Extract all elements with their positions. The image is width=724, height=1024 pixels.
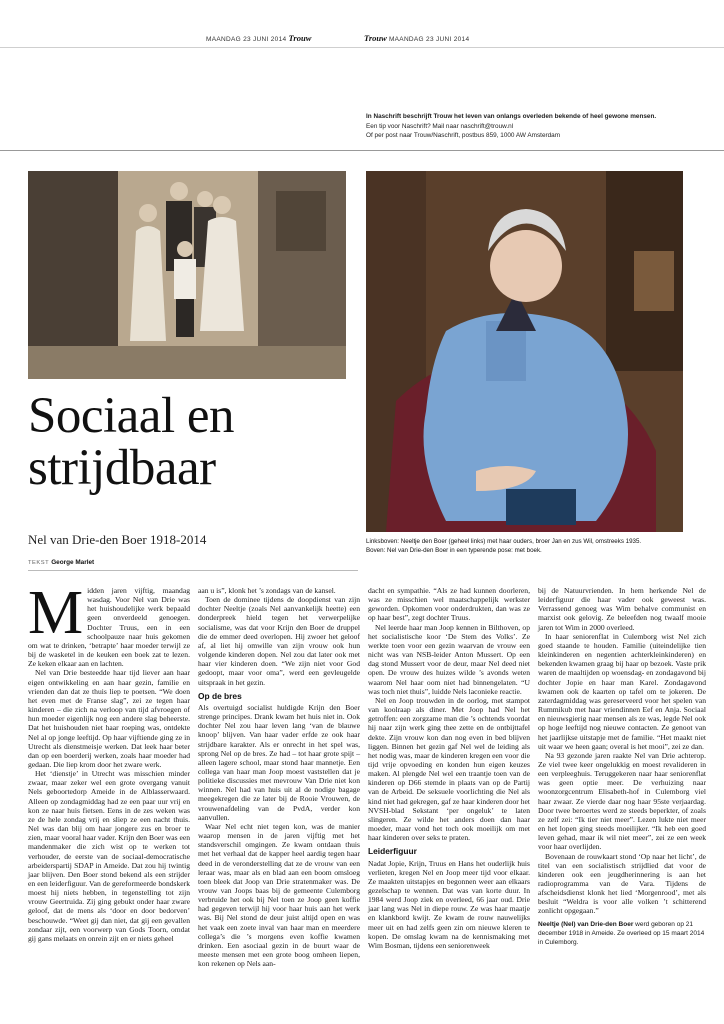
article-paragraph: Waar Nel echt niet tegen kon, was de manier waarop mensen in de jaren vijftig met het standsverschil omgingen. Ze kwam ontdaan thuis met het verhaal dat de kapper heel aardig tegen haar deed in de veronderstelling dat ze de vrouw van een leraar was, maar als en blad aan een boom omsloeg toen bleek dat Joop van Drie stratenmaker was. De vrouw van Joops baas bij de gemeente Culemborg verbruide het ook bij Nel toen ze Joop geen koffie had gegeven terwijl hij voor haar huis aan het werk was. Bij Nel stond de deur juist altijd open en was het vaak een zoete inval van haar man en meerdere collega’s die ’s morgens even koffie kwamen drinken. Een asociaal gezin in de buurt waar de meeste mensen met een grote boog omheen liepen, kon rekenen op Nels aan- <box>198 821 360 969</box>
headline-line-1: Sociaal en <box>28 388 234 444</box>
article-paragraph: Als overtuigd socialist huldigde Krijn den Boer strenge principes. Drank kwam het huis niet in. Ook dochter Nel zou haar leven lang ‘van de blauwe knoop’ blijven. Van haar vader erfde ze ook haar strijdbare karakter. Als er onrecht in het spel was, sprong Nel op de bres. Ze had – tot haar grote spijt – alleen lagere school, maar stond haar mannetje. Een collega van haar man Joop moest vaststellen dat je politieke discussies met mevrouw Van Drie niet kon winnen. Nel had van huis uit al de nodige bagage meegekregen die ze later bij de Rooie Vrouwen, de vrouwenafdeling van de PvdA, verder kon aanvullen. <box>198 702 360 822</box>
article-subhead: Nel van Drie-den Boer 1918-2014 <box>28 532 207 547</box>
header-divider <box>0 47 724 48</box>
headline-line-2: strijdbaar <box>28 440 216 496</box>
byline <box>28 559 94 566</box>
article-column-2 <box>198 586 360 968</box>
naschrift-tip: Een tip voor Naschrift? Mail naar naschrift@trouw.nl <box>366 122 514 130</box>
trouw-logo-left: Trouw <box>288 33 312 43</box>
trouw-logo-right: Trouw <box>364 33 387 43</box>
byline-label: TEKST <box>28 560 50 566</box>
byline-divider <box>28 570 358 571</box>
article-paragraph: Midden jaren vijftig, maandag wasdag. Voor Nel van Drie was het huishoudelijke werk bepaald geen onverdeeld genoegen. Dochter Truus, een in een schoolpauze naar huis gekomen om wat te drinken, ‘betrapte’ haar moeder terwijl ze bij de wasketel in de keuken een boek zat te lezen. Ze keken elkaar aan en lachten. <box>28 579 190 669</box>
page-header-left <box>206 33 311 43</box>
article-paragraph: Nadat Jopie, Krijn, Truus en Hans het ouderlijk huis verlieten, kregen Nel en Joop meer tijd voor elkaar. Ze maakten uitstapjes en begonnen weer aan elkaars gezelschap te wennen. Dat was van korte duur. In 1984 werd Joop ziek en overleed, 66 jaar oud. Drie jaar lang was Nel in diepe rouw. Ze was haar maatje en klankbord kwijt. Ze kwam de rouw nauwelijks meer uit en had zelfs geen zin om nieuwe kleren te kopen. De omslag kwam na de kennismaking met Wim Bosman, tijdens een seniorenweek <box>368 858 530 950</box>
naschrift-lead: In Naschrift beschrijft Trouw het leven van onlangs overleden bekende of heel gewone mensen. <box>366 113 657 120</box>
article-paragraph: Het ‘dienstje’ in Utrecht was misschien minder zwaar, maar zeker wel een grote overgang vanuit Nels geboortedorp Ameide in de Alblasserwaard. Alleen op zondagmiddag had ze een paar uur vrij en kon ze naar huis fietsen. Eens in de zes weken was ze de hele zondag vrij en sliep ze een nacht thuis. Nel was dan blij om haar jongere zus en broer te zien, maar vooral haar vader. Krijn den Boer was een mandenmaker die zich wist op te werken tot verhouder, de eerste van de sociaal-democratische arbeiderspartij SDAP in Ameide. Dat zou hij twintig jaar blijven. Den Boer stond bekend als een strijder en een leiderfiguur. Van de gereformeerde bondskerk moest hij niets hebben, in tegenstelling tot zijn vrouw Geertruida. Zij ging gebukt onder haar zware geloof, dat de mens als ‘door en door bedorven’ beschouwde. “Weet gij dan niet, dat gij een gevallen zondaar zijt, een voorwerp van Gods Toorn, omdat gij gans melaats en onrein zijt en er niets geheel <box>28 769 190 943</box>
article-paragraph: Nel leerde haar man Joop kennen in Bilthoven, op het socialistische koor ‘De Stem des Volks’. Ze werkte toen voor een gezin waarvan de vrouw een nicht was van NSB-leider Anton Mussert. Op een dag stond Mussert voor de deur, maar Nel deed niet open. De vrouw des huizes wilde ’s avonds weten waarom Nel haar oom niet had binnengelaten. “U was toch niet thuis”, luidde Nels laconieke reactie. <box>368 622 530 696</box>
drop-cap: M <box>28 579 84 647</box>
family-photo-illustration <box>28 171 346 379</box>
article-paragraph: aan u is”, klonk het ’s zondags van de kansel. <box>198 586 336 595</box>
bio-name: Neeltje (Nel) van Drie-den Boer <box>538 920 634 928</box>
section-heading-op-de-bres: Op de bres <box>198 690 242 701</box>
family-photo <box>28 171 346 379</box>
photo-caption <box>366 538 696 555</box>
article-paragraph: In haar seniorenflat in Culemborg wist Nel zich goed staande te houden. Familie (uiteindelijke tien kleinkinderen en negentien achterkleinkinderen) en bekenden kwamen graag bij haar op bezoek. Vaste prik waren de maaltijden op woensdag- en zondagavond bij dochter Jopie en haar man Karel. Zondagavond kwamen ook de kaarten op tafel om te jokeren. De zaterdagmiddag was gereserveerd voor het spelen van Rummikub met haar vriendinnen Eef en Anja. Sociaal en nieuwsgierig naar mensen als ze was, legde Nel ook op hoge leeftijd nog nieuwe contacten. Ze genoot van het jaarlijkse uitstapje met de familie. “Het maakt niet uit waar we heen gaan; overal is het mooi”, zei ze dan. <box>538 631 706 751</box>
article-paragraph: Toen de dominee tijdens de doopdienst van zijn dochter Neeltje (zoals Nel aanvankelijk heette) een donderpreek hield tegen het verwerpelijke socialisme, was dat voor Krijn den Boer de druppel die de emmer deed overlopen. Hij zwoer het geloof af, al liet hij omwille van zijn vrouw ook hun volgende kinderen dopen. Nel zou dat later ook met haar vier kinderen doen. “We zijn niet voor God gedoopt, maar voor oma”, werd een gevleugelde uitspraak in het gezin. <box>198 595 360 687</box>
portrait-photo-illustration <box>366 171 683 532</box>
byline-author: George Marlet <box>51 559 95 566</box>
article-paragraph: bij de Natuurvrienden. In hem herkende Nel de leiderfiguur die haar vader ook geweest was. Verrassend genoeg was Wim behalve communist en marxist ook gelovig. Ze beleefden nog twaalf mooie jaren tot Wim in 2000 overleed. <box>538 586 706 632</box>
header-date-left: MAANDAG 23 JUNI 2014 <box>206 36 287 43</box>
bio-text: werd geboren op 21 december 1918 in Ameide. Ze overleed op 15 maart 2014 in Culemborg. <box>538 920 705 946</box>
article-column-3 <box>368 586 530 950</box>
article-paragraph: Na 93 gezonde jaren raakte Nel van Drie achterop. Ze viel twee keer ongelukkig en moest revalideren in een verpleeghuis. Teruggekeren naar haar seniorenflat was geen optie meer. De verhuizing naar woonzorgcentrum Elisabeth-hof in Culemborg viel haar zwaar. Ze vierde daar nog haar 95ste verjaardag. Door twee beroertes werd ze steeds beperkter, of zoals ze zelf zei: “Ik tier niet meer”. Lezen lukte niet meer en het lopen ging steeds moeilijker. “Ik heb een goed leven gehad, maar ik wil niet meer”, zei ze een week voor haar overlijden. <box>538 750 706 852</box>
article-column-1 <box>28 579 190 943</box>
caption-line-2: Boven: Nel van Drie-den Boer in een typerende pose: met boek. <box>366 546 542 554</box>
portrait-photo <box>366 171 683 532</box>
page-header-right <box>364 33 469 43</box>
article-paragraph: dacht en sympathie. “Als ze had kunnen doorleren, was ze misschien wel maatschappelijk werkster geworden. Opkomen voor onderdrukten, dan was ze op haar best”, zegt dochter Truus. <box>368 586 530 623</box>
bio-note <box>538 920 706 947</box>
article-paragraph: Bovenaan de rouwkaart stond ‘Op naar het licht’, de titel van een socialistisch strijdlied dat voor de kinderen ook een jeugdherinnering is aan het radioprogramma van de Vara. Tijdens de afscheidsdienst klonk het lied ‘Morgenrood’, met als besluit “Weldra is voor alle volken ’t schitterend zonlicht opgegaan.” <box>538 851 706 916</box>
naschrift-divider <box>0 150 724 151</box>
article-column-4 <box>538 586 706 947</box>
section-heading-leiderfiguur: Leiderfiguur <box>368 846 417 857</box>
header-date-right: MAANDAG 23 JUNI 2014 <box>388 36 470 43</box>
article-headline <box>28 390 358 494</box>
article-paragraph: Nel en Joop trouwden in de oorlog, met stampot van koolraap als diner. Met Joop had Nel het getroffen: een zorgzame man die ’s ochtends voordat hij naar zijn werk ging thee zette en de ontbijttafel dekte. Zijn vrouw kon dan nog even in bed blijven liggen. Binnen het gezin gaf Nel wel de leiding als het nodig was, maar de kinderen kregen een voor die tijd vrije opvoeding en konden hun eigen keuzes maken. Al plengde Nel wel een traantje toen van de kinderen op D66 stemde in plaats van op de Partij van de Arbeid. De seksuele voorlichting die Nel als kind niet had gekregen, gaf ze haar kinderen door het NVSH-blad Sekstant ‘per ongeluk’ te laten slingeren. Ze wilde het anders doen dan haar moeder, maar vond het toch ook moeilijk om met haar kinderen over seks te praten. <box>368 695 530 843</box>
naschrift-post: Of per post naar Trouw/Naschrift, postbus 859, 1000 AW Amsterdam <box>366 132 561 140</box>
article-paragraph: Nel van Drie besteedde haar tijd liever aan haar eigen ontwikkeling en aan haar gezin, familie en vrienden dan dat ze thuis liep te poetsen. “We doen het even met de Franse slag”, zei ze tegen haar kinderen – die zich na verloop van tijd afvroegen of hun moeder eigenlijk nog een andere slag beheerste. Dat het huishouden niet haar roeping was, ontdekte Nel al op jonge leeftijd. Op haar vijftiende ging ze in Utrecht als dienstmeisje werken. Dat leek haar beter dan op een boerderij werken, zoals haar moeder had gedaan. Die liep krom door het zware werk. <box>28 668 190 769</box>
naschrift-box <box>366 112 706 141</box>
caption-line-1: Linksboven: Neeltje den Boer (geheel links) met haar ouders, broer Jan en zus Wil, omstreeks 1935. <box>366 538 642 545</box>
